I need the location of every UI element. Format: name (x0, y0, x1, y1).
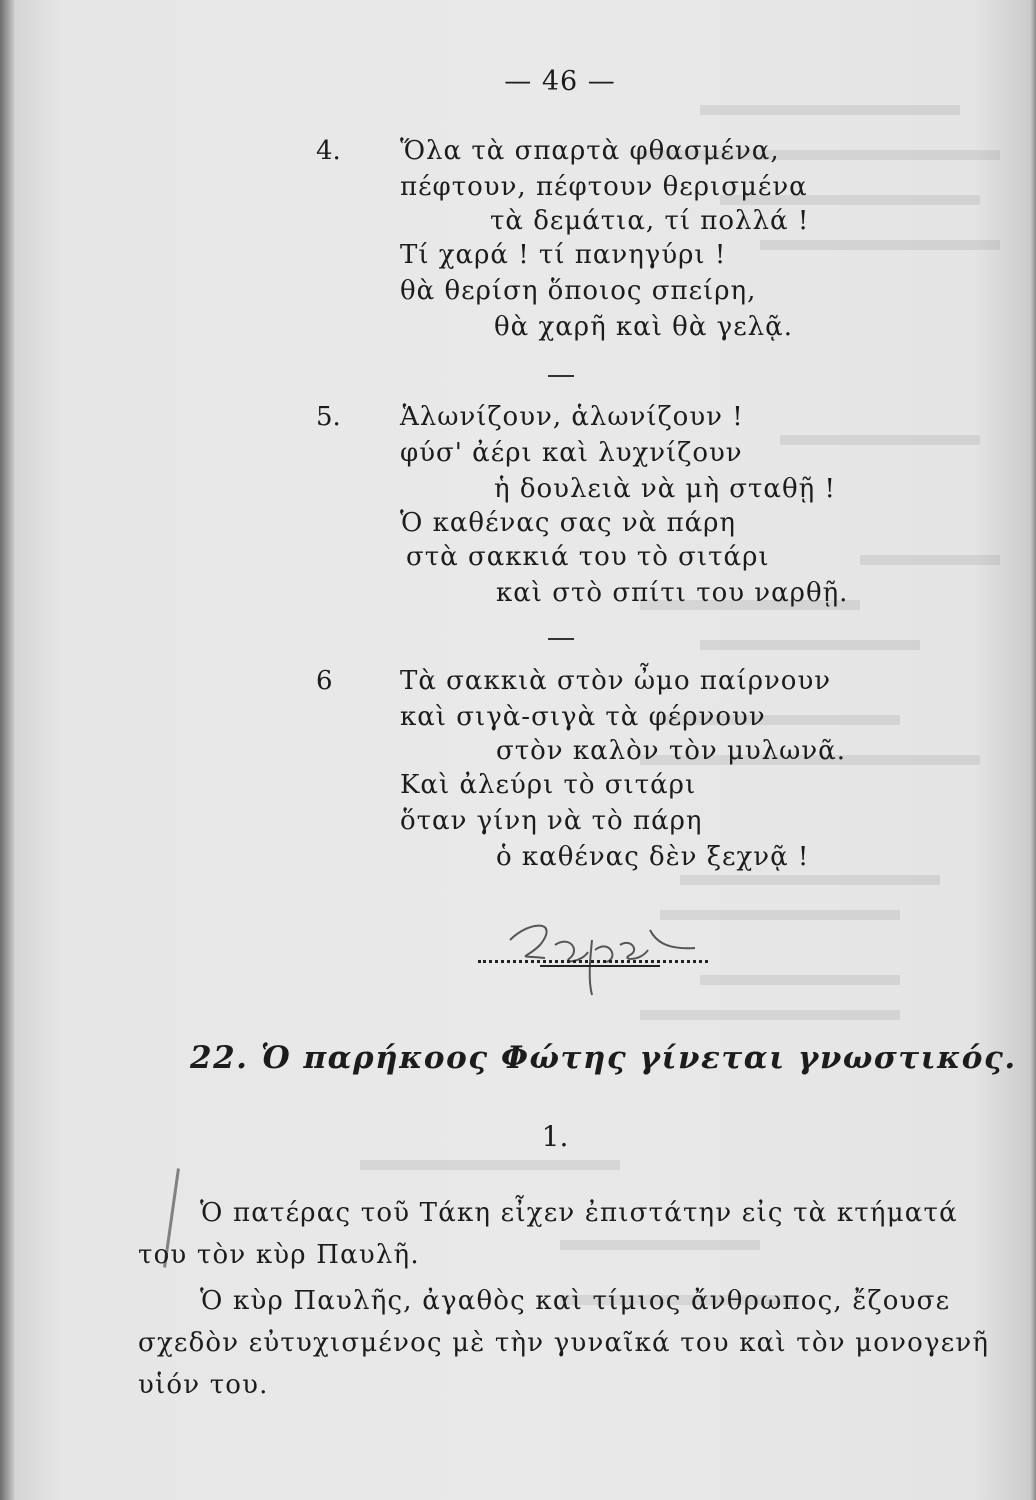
stanza-number: 5. (316, 402, 341, 432)
ink-underline (540, 965, 660, 967)
verse-line: στὰ σακκιά του τὸ σιτάρι (406, 542, 770, 572)
paragraph-line: σχεδὸν εὐτυχισμένος μὲ τὴν γυναῖκά του καὶ τὸν μονογενῆ (138, 1328, 990, 1358)
section-title: 22. Ὁ παρήκοος Φώτης γίνεται γνωστικός. (190, 1040, 1017, 1076)
page-number: — 46 — (504, 66, 616, 97)
verse-line: ὁ καθένας δὲν ξεχνᾷ ! (496, 842, 810, 872)
paragraph-line: του τὸν κὺρ Παυλῆ. (138, 1240, 420, 1270)
handwritten-note-scribble (470, 900, 710, 1000)
verse-line: Τί χαρά ! τί πανηγύρι ! (400, 240, 727, 270)
stanza-separator (548, 638, 574, 640)
verse-line: στὸν καλὸν τὸν μυλωνᾶ. (496, 736, 846, 766)
verse-line: Ὅλα τὰ σπαρτὰ φθασμένα, (400, 136, 780, 166)
verse-line: θὰ θερίση ὅποιος σπείρη, (400, 276, 757, 306)
verse-line: ἡ δουλειὰ νὰ μὴ σταθῇ ! (494, 474, 836, 504)
stanza-separator (548, 375, 574, 377)
verse-line: Τὰ σακκιὰ στὸν ὦμο παίρνουν (400, 666, 832, 696)
verse-line: καὶ στὸ σπίτι του ναρθῇ. (496, 578, 849, 608)
dotted-underline (478, 960, 708, 963)
stanza-number: 4. (316, 136, 341, 166)
verse-line: πέφτουν, πέφτουν θερισμένα (400, 172, 808, 202)
verse-line: Καὶ ἀλεύρι τὸ σιτάρι (400, 770, 697, 800)
verse-line: καὶ σιγὰ-σιγὰ τὰ φέρνουν (400, 702, 766, 732)
subsection-number: 1. (541, 1120, 569, 1153)
paragraph-line: Ὁ κὺρ Παυλῆς, ἀγαθὸς καὶ τίμιος ἄνθρωπος, ἔζουσε (200, 1286, 951, 1316)
verse-line: Ἁλωνίζουν, ἁλωνίζουν ! (400, 402, 744, 432)
verse-line: φύσ' ἀέρι καὶ λυχνίζουν (400, 438, 743, 468)
stanza-number: 6 (316, 666, 333, 696)
verse-line: θὰ χαρῆ καὶ θὰ γελᾷ. (494, 312, 793, 342)
paragraph-line: Ὁ πατέρας τοῦ Τάκη εἶχεν ἐπιστάτην εἰς τὰ κτήματά (200, 1198, 958, 1228)
verse-line: τὰ δεμάτια, τί πολλά ! (490, 206, 810, 236)
verse-line: Ὁ καθένας σας νὰ πάρη (400, 508, 736, 538)
paragraph-line: υἱόν του. (138, 1370, 269, 1400)
verse-line: ὅταν γίνη νὰ τὸ πάρη (400, 806, 703, 836)
